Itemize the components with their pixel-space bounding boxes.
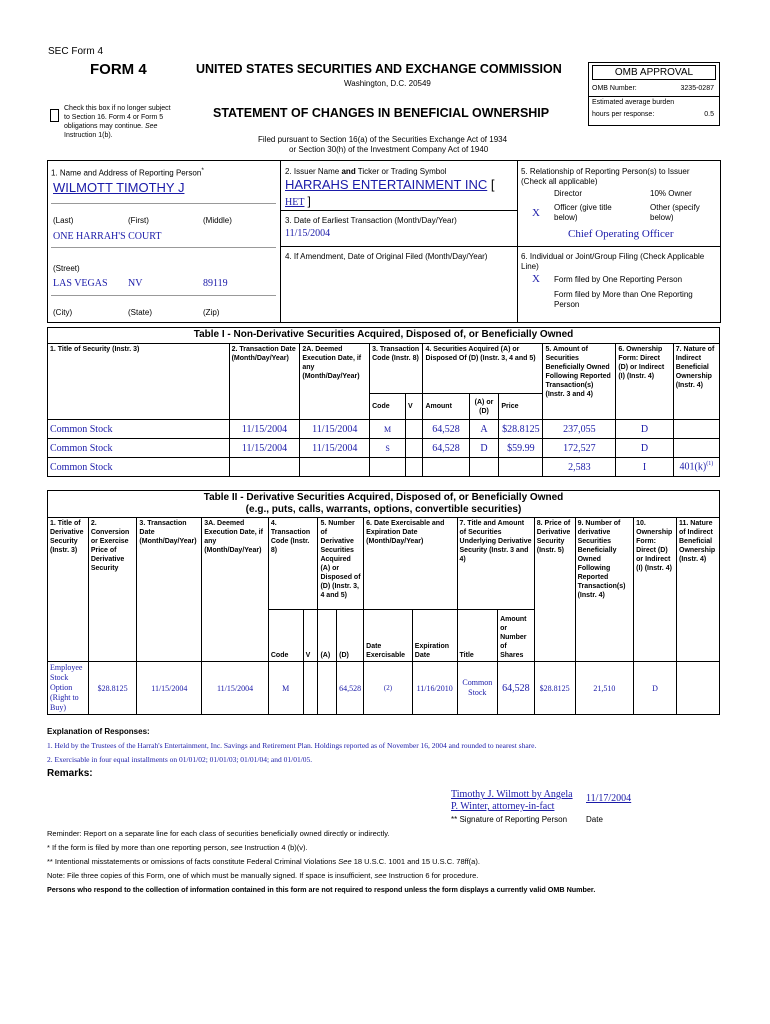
statement-title: STATEMENT OF CHANGES IN BENEFICIAL OWNERSHIP [213,106,550,120]
table2-sub-amount: Amount or Number of Shares [498,610,535,662]
t2-date: 11/15/2004 [137,662,202,715]
table1-h4: 4. Securities Acquired (A) or Disposed Of (D) (Instr. 3, 4 and 5) [423,344,543,394]
zip-label: (Zip) [203,308,220,317]
box3-label: 3. Date of Earliest Transaction (Month/Day/Year) [285,216,457,225]
table-non-derivative [47,327,720,477]
filing-x-mark: X [532,273,540,285]
checkbox-text-3: obligations may continue. [64,123,143,130]
box2-label-and: and [341,167,356,176]
signature-label: ** Signature of Reporting Person [451,815,568,824]
officer-x-mark: X [532,207,540,219]
checkbox-text-see: See [144,123,158,130]
one-person-label: Form filed by One Reporting Person [554,275,683,284]
row2-nature [673,439,719,458]
t2-title: Employee Stock Option (Right to Buy) [48,662,89,715]
explanation-note-1: 1. Held by the Trustees of the Harrah's Entertainment, Inc. Savings and Retirement Plan. Holdings reported as of November 16, 2004 and rounded to nearest share. [47,741,537,750]
middle-label: (Middle) [203,216,232,225]
table2-title-2: (e.g., puts, calls, warrants, options, convertible securities) [245,504,522,515]
table1-row [48,458,720,477]
t2-d: 64,528 [337,662,364,715]
reporting-person-name[interactable]: WILMOTT TIMOTHY J [53,180,185,195]
t2-form: D [634,662,677,715]
row3-date [229,458,300,477]
other-label-1: Other (specify [650,203,700,212]
table1-h3: 3. Transaction Code (Instr. 8) [370,344,423,394]
t2-expiration: 11/16/2010 [412,662,457,715]
table2-sub-a: (A) [318,610,337,662]
officer-title: Chief Operating Officer [568,228,674,240]
other-label [650,203,700,223]
row3-title: Common Stock [48,458,230,477]
box1-label-text: 1. Name and Address of Reporting Person [51,168,202,178]
filed-pursuant-2: or Section 30(h) of the Investment Company Act of 1940 [289,145,489,154]
table1-sub-code: Code [370,394,406,420]
burden-label: Estimated average burden [592,99,675,106]
bracket-open: [ [490,177,495,192]
director-label: Director [554,189,583,198]
row3-v [406,458,423,477]
table1-title: Table I - Non-Derivative Securities Acquired, Disposed of, or Beneficially Owned [48,328,720,344]
omb-number-label: OMB Number: [592,85,637,92]
ticker-line [285,194,311,208]
t2-nature [677,662,720,715]
street-value: ONE HARRAH'S COURT [53,231,162,242]
first-label: (First) [128,216,149,225]
more-persons-label [554,290,693,310]
bracket-close: ] [307,194,311,208]
footer-l3a: ** Intentional misstatements or omissions of facts constitute Federal Criminal Violations [47,857,337,866]
row3-footnote[interactable]: (1) [706,461,714,468]
box5-label [521,167,690,187]
t2-underlying-amount: 64,528 [498,662,535,715]
row2-code: S [370,439,406,458]
table2-h6: 6. Date Exercisable and Expiration Date (Month/Day/Year) [364,518,457,610]
row1-nature [673,420,719,439]
table2-h10: 10. Ownership Form: Direct (D) or Indirect (I) (Instr. 4) [634,518,677,662]
table1-h2a: 2A. Deemed Execution Date, if any (Month/Day/Year) [300,344,370,420]
table2-h5: 5. Number of Derivative Securities Acquired (A) or Disposed of (D) (Instr. 3, 4 and 5) [318,518,364,610]
more-persons-label-2: Person [554,300,580,309]
table2-sub-exercisable: Date Exercisable [364,610,413,662]
table1-h7: 7. Nature of Indirect Beneficial Ownership (Instr. 4) [673,344,719,420]
row3-price [499,458,543,477]
box2-label-b: Ticker or Trading Symbol [357,167,447,176]
checkbox-instructions [64,104,171,140]
checkbox-text-4: Instruction 1(b). [64,132,113,139]
footer-reminder: Reminder: Report on a separate line for each class of securities beneficially owned directly or indirectly. [47,829,390,838]
row1-date: 11/15/2004 [229,420,300,439]
box1-star: * [201,167,204,174]
filed-pursuant-1: Filed pursuant to Section 16(a) of the Securities Exchange Act of 1934 [258,135,508,144]
table1-h2: 2. Transaction Date (Month/Day/Year) [229,344,300,420]
officer-label-1: Officer (give title [554,203,612,212]
row3-owned: 2,583 [543,458,616,477]
hours-value: 0.5 [704,111,714,118]
last-label: (Last) [53,216,74,225]
table2-h8: 8. Price of Derivative Security (Instr. 5) [534,518,575,662]
table2-h3a: 3A. Deemed Execution Date, if any (Month/Day/Year) [202,518,269,662]
omb-approval-box [588,62,720,126]
box6-label [521,252,704,272]
footer-l4a: Note: File three copies of this Form, one of which must be manually signed. If space is insufficient, [47,871,373,880]
footer-note-copies [47,871,478,880]
street-label: (Street) [53,264,80,273]
box2-label-a: 2. Issuer Name [285,167,340,176]
date-label: Date [586,815,603,824]
row1-deemed: 11/15/2004 [300,420,370,439]
state-label: (State) [128,308,153,317]
form-title: FORM 4 [90,61,147,78]
omb-title: OMB APPROVAL [592,65,716,80]
table2-h1: 1. Title of Derivative Security (Instr. 3) [48,518,89,662]
row2-price: $59.99 [499,439,543,458]
row1-price: $28.8125 [499,420,543,439]
city-label: (City) [53,308,73,317]
row2-title: Common Stock [48,439,230,458]
earliest-transaction-date: 11/15/2004 [285,228,331,239]
box4-label: 4. If Amendment, Date of Original Filed (Month/Day/Year) [285,252,488,261]
t2-a [318,662,337,715]
explanation-note-2: 2. Exercisable in four equal installments on 01/01/02; 01/01/03; 01/01/04; and 01/01/05. [47,755,313,764]
row1-owned: 237,055 [543,420,616,439]
row2-ad: D [469,439,499,458]
table1-sub-ad: (A) or (D) [469,394,499,420]
state-value: NV [128,278,143,289]
commission-city: Washington, D.C. 20549 [344,79,431,88]
footer-omb-notice: Persons who respond to the collection of information contained in this form are not required to respond unless the form displays a currently valid OMB Number. [47,885,596,894]
box1-label [51,167,204,178]
table1-sub-price: Price [499,394,543,420]
row2-amount: 64,528 [423,439,469,458]
table2-h4: 4. Transaction Code (Instr. 8) [268,518,318,610]
t2-deemed: 11/15/2004 [202,662,269,715]
ticker-symbol[interactable]: HET [285,197,305,208]
table2-row [48,662,720,715]
row1-ad: A [469,420,499,439]
table2-h3: 3. Transaction Date (Month/Day/Year) [137,518,202,662]
footer-l3b: See [338,857,352,866]
table1-h1: 1. Title of Security (Instr. 3) [48,344,230,420]
footer-note-misstatements [47,857,480,866]
hours-label: hours per response: [592,111,655,118]
row3-deemed [300,458,370,477]
more-persons-label-1: Form filed by More than One Reporting [554,290,693,299]
footer-l2c: Instruction 4 (b)(v). [244,843,308,852]
table2-h2: 2. Conversion or Exercise Price of Derivative Security [88,518,137,662]
table2-sub-title: Title [457,610,498,662]
explanation-title: Explanation of Responses: [47,727,150,736]
no-longer-subject-checkbox[interactable] [50,109,59,122]
row2-form: D [616,439,673,458]
table1-row [48,420,720,439]
row3-form: I [616,458,673,477]
t2-underlying-title: Common Stock [457,662,498,715]
row1-code: M [370,420,406,439]
remarks-title: Remarks: [47,768,93,779]
row1-v [406,420,423,439]
row2-owned: 172,527 [543,439,616,458]
issuer-name[interactable]: HARRAHS ENTERTAINMENT INC [285,177,488,192]
table1-sub-v: V [406,394,423,420]
row1-title: Common Stock [48,420,230,439]
table2-h7: 7. Title and Amount of Securities Underlying Derivative Security (Instr. 3 and 4) [457,518,534,610]
other-label-2: below) [650,213,674,222]
signature-line-1: Timothy J. Wilmott by Angela [451,789,573,800]
row3-nature [673,458,719,477]
commission-title: UNITED STATES SECURITIES AND EXCHANGE COMMISSION [196,62,562,76]
row3-ad [469,458,499,477]
box6-label-1: 6. Individual or Joint/Group Filing (Check Applicable [521,252,705,261]
t2-owned: 21,510 [575,662,634,715]
table2-h9: 9. Number of derivative Securities Beneficially Owned Following Reported Transaction(s) (Instr. 4) [575,518,634,662]
box5-label-1: 5. Relationship of Reporting Person(s) to Issuer [521,167,690,176]
table1-row [48,439,720,458]
table2-h11: 11. Nature of Indirect Beneficial Ownership (Instr. 4) [677,518,720,662]
row3-amount [423,458,469,477]
table1-sub-amount: Amount [423,394,469,420]
footer-l2a: * If the form is filed by more than one reporting person, [47,843,229,852]
box5-label-2: (Check all applicable) [521,177,598,186]
issuer-line [285,177,495,192]
footer-l2b: see [230,843,243,852]
row1-amount: 64,528 [423,420,469,439]
omb-number: 3235-0287 [680,85,714,92]
table2-sub-expiration: Expiration Date [412,610,457,662]
table1-h5: 5. Amount of Securities Beneficially Owned Following Reported Transaction(s) (Instr. 3 and 4) [543,344,616,420]
table2-sub-v: V [303,610,318,662]
officer-label [554,203,612,223]
table2-title-1: Table II - Derivative Securities Acquired, Disposed of, or Beneficially Owned [203,492,564,503]
zip-value: 89119 [203,278,228,289]
footer-note-multiple [47,843,308,852]
row1-form: D [616,420,673,439]
t2-code: M [268,662,303,715]
footer-l4b: see [374,871,387,880]
footer-l4c: Instruction 6 for procedure. [388,871,479,880]
checkbox-text-2: to Section 16. Form 4 or Form 5 [64,114,164,121]
signature-line-2: P. Winter, attorney-in-fact [451,801,555,812]
table2-sub-code: Code [268,610,303,662]
officer-label-2: below) [554,213,578,222]
t2-exercisable[interactable]: (2) [364,662,413,715]
reporting-person-section [47,160,721,323]
signature [451,789,573,813]
row3-nature-text: 401(k) [679,461,707,473]
box6-label-2: Line) [521,262,539,271]
footer-l3c: 18 U.S.C. 1001 and 15 U.S.C. 78ff(a). [353,857,480,866]
t2-v [303,662,318,715]
row3-code [370,458,406,477]
t2-deriv-price: $28.8125 [534,662,575,715]
t2-price: $28.8125 [88,662,137,715]
sec-form-label: SEC Form 4 [48,46,104,57]
city-value: LAS VEGAS [53,278,108,289]
table2-sub-d: (D) [337,610,364,662]
table-derivative [47,490,720,715]
row2-deemed: 11/15/2004 [300,439,370,458]
row2-v [406,439,423,458]
table2-title [48,491,720,518]
box2-label [285,167,446,176]
table1-h6: 6. Ownership Form: Direct (D) or Indirect (I) (Instr. 4) [616,344,673,420]
ten-percent-owner-label: 10% Owner [650,189,692,198]
checkbox-text-1: Check this box if no longer subject [64,105,171,112]
row2-date: 11/15/2004 [229,439,300,458]
signature-date: 11/17/2004 [586,793,632,804]
